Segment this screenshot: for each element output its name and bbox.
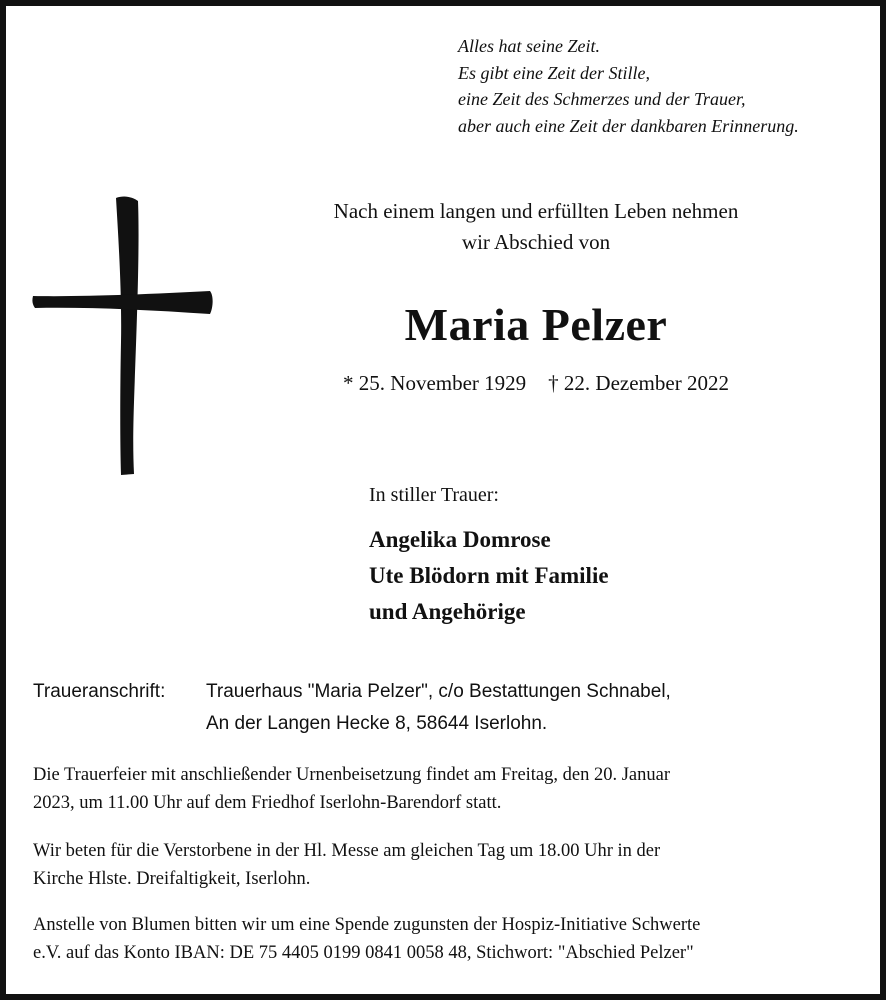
funeral-paragraph	[33, 761, 853, 817]
poem-line: Alles hat seine Zeit.	[458, 36, 600, 56]
mass-paragraph	[33, 837, 853, 893]
paragraph-line: 2023, um 11.00 Uhr auf dem Friedhof Iserlohn-Barendorf statt.	[33, 793, 502, 813]
intro-text	[236, 196, 836, 258]
birth-date: * 25. November 1929	[343, 371, 527, 395]
deceased-name: Maria Pelzer	[404, 299, 668, 350]
intro-line: Nach einem langen und erfüllten Leben nehmen	[333, 199, 739, 223]
paragraph-line: Wir beten für die Verstorbene in der Hl. Messe am gleichen Tag um 18.00 Uhr in der	[33, 841, 661, 861]
paragraph-line: Kirche Hlste. Dreifaltigkeit, Iserlohn.	[33, 869, 311, 889]
intro-line: wir Abschied von	[461, 230, 611, 254]
paragraph-line: e.V. auf das Konto IBAN: DE 75 4405 0199 0841 0058 48, Stichwort: "Abschied Pelzer"	[33, 943, 694, 963]
poem-line: eine Zeit des Schmerzes und der Trauer,	[458, 89, 746, 109]
mourner-name: Ute Blödorn mit Familie	[369, 563, 609, 588]
death-date: † 22. Dezember 2022	[548, 371, 729, 395]
life-dates	[236, 368, 836, 398]
address-line: Trauerhaus "Maria Pelzer", c/o Bestattungen Schnabel,	[206, 681, 671, 702]
address	[206, 676, 671, 740]
mourners-list	[369, 522, 609, 630]
address-line: An der Langen Hecke 8, 58644 Iserlohn.	[206, 713, 548, 734]
paragraph-line: Die Trauerfeier mit anschließender Urnenbeisetzung findet am Freitag, den 20. Januar	[33, 765, 671, 785]
mourning-intro: In stiller Trauer:	[369, 484, 499, 506]
cross-icon	[32, 192, 216, 478]
poem-line: Es gibt eine Zeit der Stille,	[458, 62, 650, 83]
mourner-name: und Angehörige	[369, 599, 526, 624]
paragraph-line: Anstelle von Blumen bitten wir um eine Spende zugunsten der Hospiz-Initiative Schwerte	[33, 915, 701, 935]
mourner-name: Angelika Domrose	[369, 527, 551, 552]
donation-paragraph	[33, 911, 853, 967]
poem	[458, 33, 868, 139]
poem-line: aber auch eine Zeit der dankbaren Erinnerung.	[458, 115, 799, 136]
address-label: Traueranschrift:	[33, 681, 166, 702]
